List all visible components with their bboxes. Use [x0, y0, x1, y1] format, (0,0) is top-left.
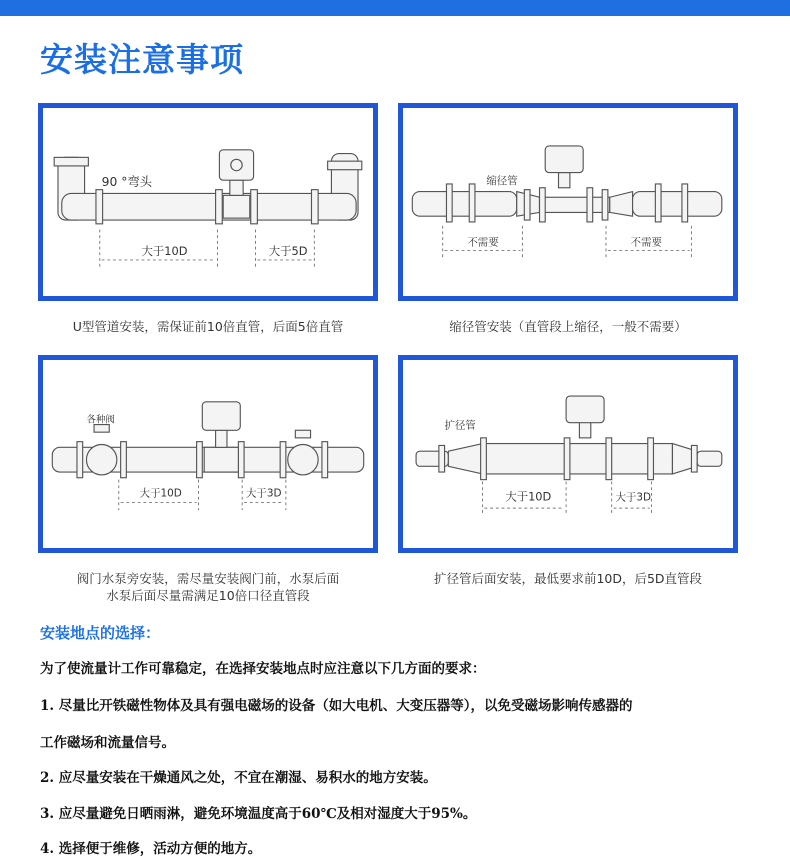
caption-expander: 扩径管后面安装，最低要求前10D，后5D直管段: [433, 571, 703, 586]
left-label: 不需要: [467, 236, 499, 249]
valve-label: 各种阀: [86, 414, 115, 426]
location-item-1-cont: 工作磁场和流量信号。: [40, 735, 175, 751]
downstream-label: 大于3D: [615, 491, 652, 504]
location-intro: 为了使流量计工作可靠稳定，在选择安装地点时应注意以下几方面的要求：: [40, 661, 486, 677]
expander-label: 扩径管: [444, 419, 476, 432]
upstream-label: 大于10D: [141, 244, 188, 259]
u-pipe-drawing: [43, 108, 373, 296]
caption-line-2: 水泵后面尽量需满足10倍口径直管段: [106, 588, 310, 603]
caption-reducer: 缩径管安装（直管段上缩径，一般不需要）: [449, 319, 687, 334]
upstream-label: 大于10D: [139, 487, 182, 500]
reducer-label: 缩径管: [486, 174, 518, 187]
reducer-drawing: [403, 108, 733, 296]
location-heading: 安装地点的选择：: [40, 624, 161, 642]
location-item-2: 2. 应尽量安装在干燥通风之处，不宜在潮湿、易积水的地方安装。: [40, 770, 437, 786]
downstream-label: 大于3D: [245, 487, 282, 500]
expander-drawing: [403, 360, 733, 548]
diagram-reducer: [398, 103, 738, 301]
elbow-label: 90 °弯头: [101, 174, 153, 189]
right-label: 不需要: [630, 236, 662, 249]
caption-line-1: 阀门水泵旁安装，需尽量安装阀门前，水泵后面: [76, 571, 340, 586]
valve-pump-drawing: [43, 360, 373, 548]
location-item-1: 1. 尽量比开铁磁性物体及具有强电磁场的设备（如大电机、大变压器等），以免受磁场影响传感器的: [40, 698, 633, 714]
caption-valve-pump: [38, 570, 378, 604]
upstream-label: 大于10D: [505, 489, 552, 504]
diagram-valve-pump: [38, 355, 378, 553]
top-color-bar: [0, 0, 790, 16]
location-item-3: 3. 应尽量避免日晒雨淋，避免环境温度高于60℃及相对湿度大于95%。: [40, 806, 477, 822]
diagram-u-pipe: [38, 103, 378, 301]
location-item-4: 4. 选择便于维修，活动方便的地方。: [40, 841, 262, 857]
caption-u-pipe: U型管道安装，需保证前10倍直管，后面5倍直管: [72, 319, 344, 334]
downstream-label: 大于5D: [268, 244, 308, 259]
page-title: 安装注意事项: [40, 40, 244, 79]
diagram-expander: [398, 355, 738, 553]
